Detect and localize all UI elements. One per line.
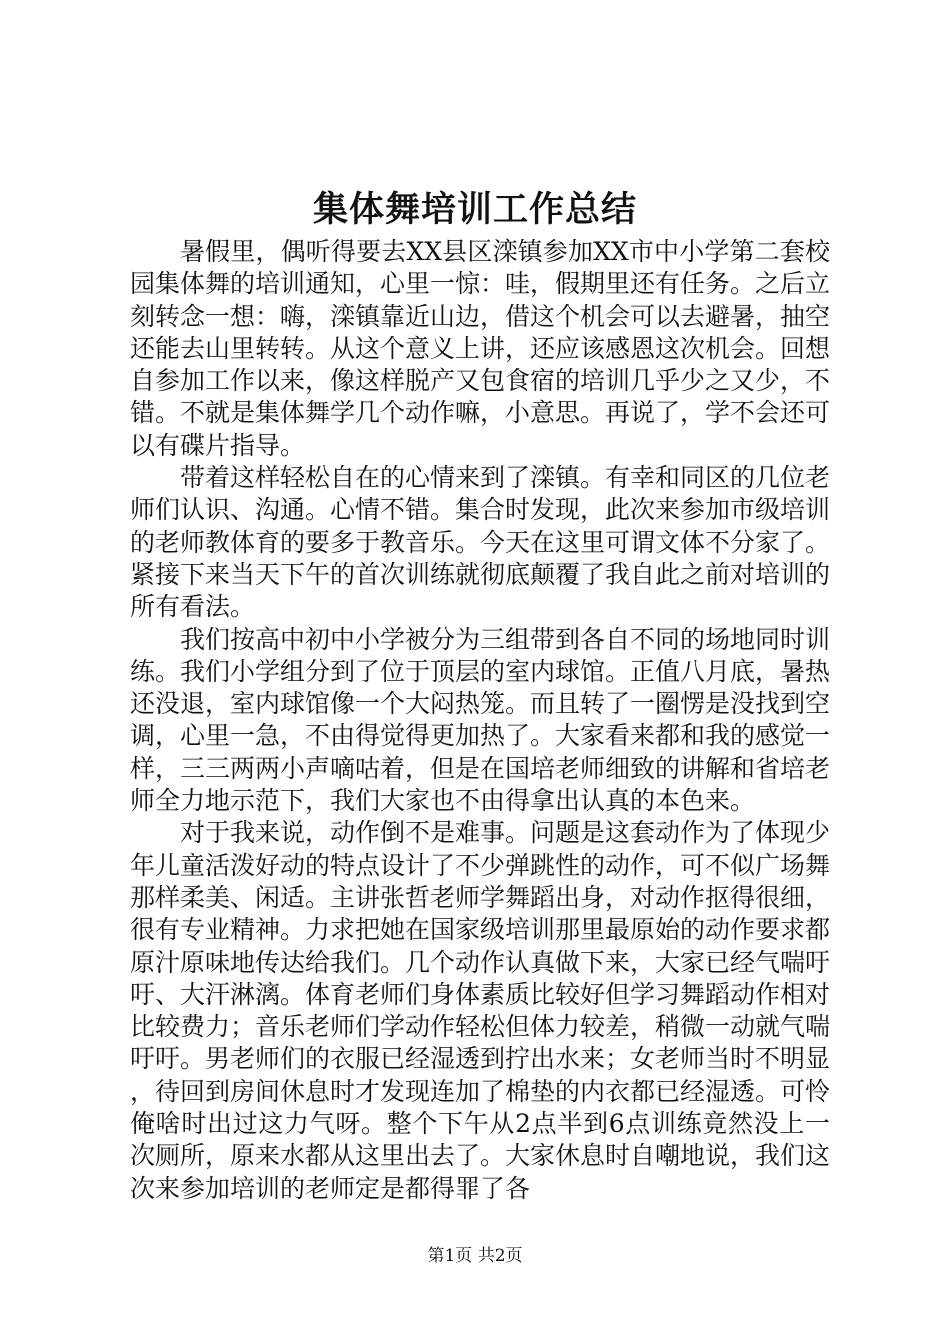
paragraph: 暑假里，偶听得要去XX县区滦镇参加XX市中小学第二套校园集体舞的培训通知，心里一惊：哇，假期里还有任务。之后立刻转念一想：嗨，滦镇靠近山边，借这个机会可以去避暑，抽空还能去山里转转。从这个意义上讲，还应该感恩这次机会。回想自参加工作以来，像这样脱产又包食宿的培训几乎少之又少，不错。不就是集体舞学几个动作嘛，小意思。再说了，学不会还可以有碟片指导。 [130, 237, 831, 460]
document-body [130, 236, 830, 1205]
paragraph: 对于我来说，动作倒不是难事。问题是这套动作为了体现少年儿童活泼好动的特点设计了不少弹跳性的动作，可不似广场舞那样柔美、闲适。主讲张哲老师学舞蹈出身，对动作抠得很细，很有专业精神。力求把她在国家级培训那里最原始的动作要求都原汁原味地传达给我们。几个动作认真做下来，大家已经气喘吁吁、大汗淋漓。体育老师们身体素质比较好但学习舞蹈动作相对比较费力；音乐老师们学动作轻松但体力较差，稍微一动就气喘吁吁。男老师们的衣服已经湿透到拧出水来；女老师当时不明显，待回到房间休息时才发现连加了棉垫的内衣都已经湿透。可怜俺啥时出过这力气呀。整个下午从2点半到6点训练竟然没上一次厕所，原来水都从这里出去了。大家休息时自嘲地说，我们这次来参加培训的老师定是都得罪了各 [130, 818, 831, 1203]
paragraph: 带着这样轻松自在的心情来到了滦镇。有幸和同区的几位老师们认识、沟通。心情不错。集合时发现，此次来参加市级培训的老师教体育的要多于教音乐。今天在这里可谓文体不分家了。紧接下来当天下午的首次训练就彻底颠覆了我自此之前对培训的所有看法。 [130, 463, 831, 622]
paragraph: 我们按高中初中小学被分为三组带到各自不同的场地同时训练。我们小学组分到了位于顶层的室内球馆。正值八月底，暑热还没退，室内球馆像一个大闷热笼。而且转了一圈愣是没找到空调，心里一急，不由得觉得更加热了。大家看来都和我的感觉一样，三三两两小声嘀咕着，但是在国培老师细致的讲解和省培老师全力地示范下，我们大家也不由得拿出认真的本色来。 [130, 624, 831, 816]
page-number-footer: 第1页 共2页 [427, 1246, 523, 1266]
document-title: 集体舞培训工作总结 [312, 189, 637, 230]
